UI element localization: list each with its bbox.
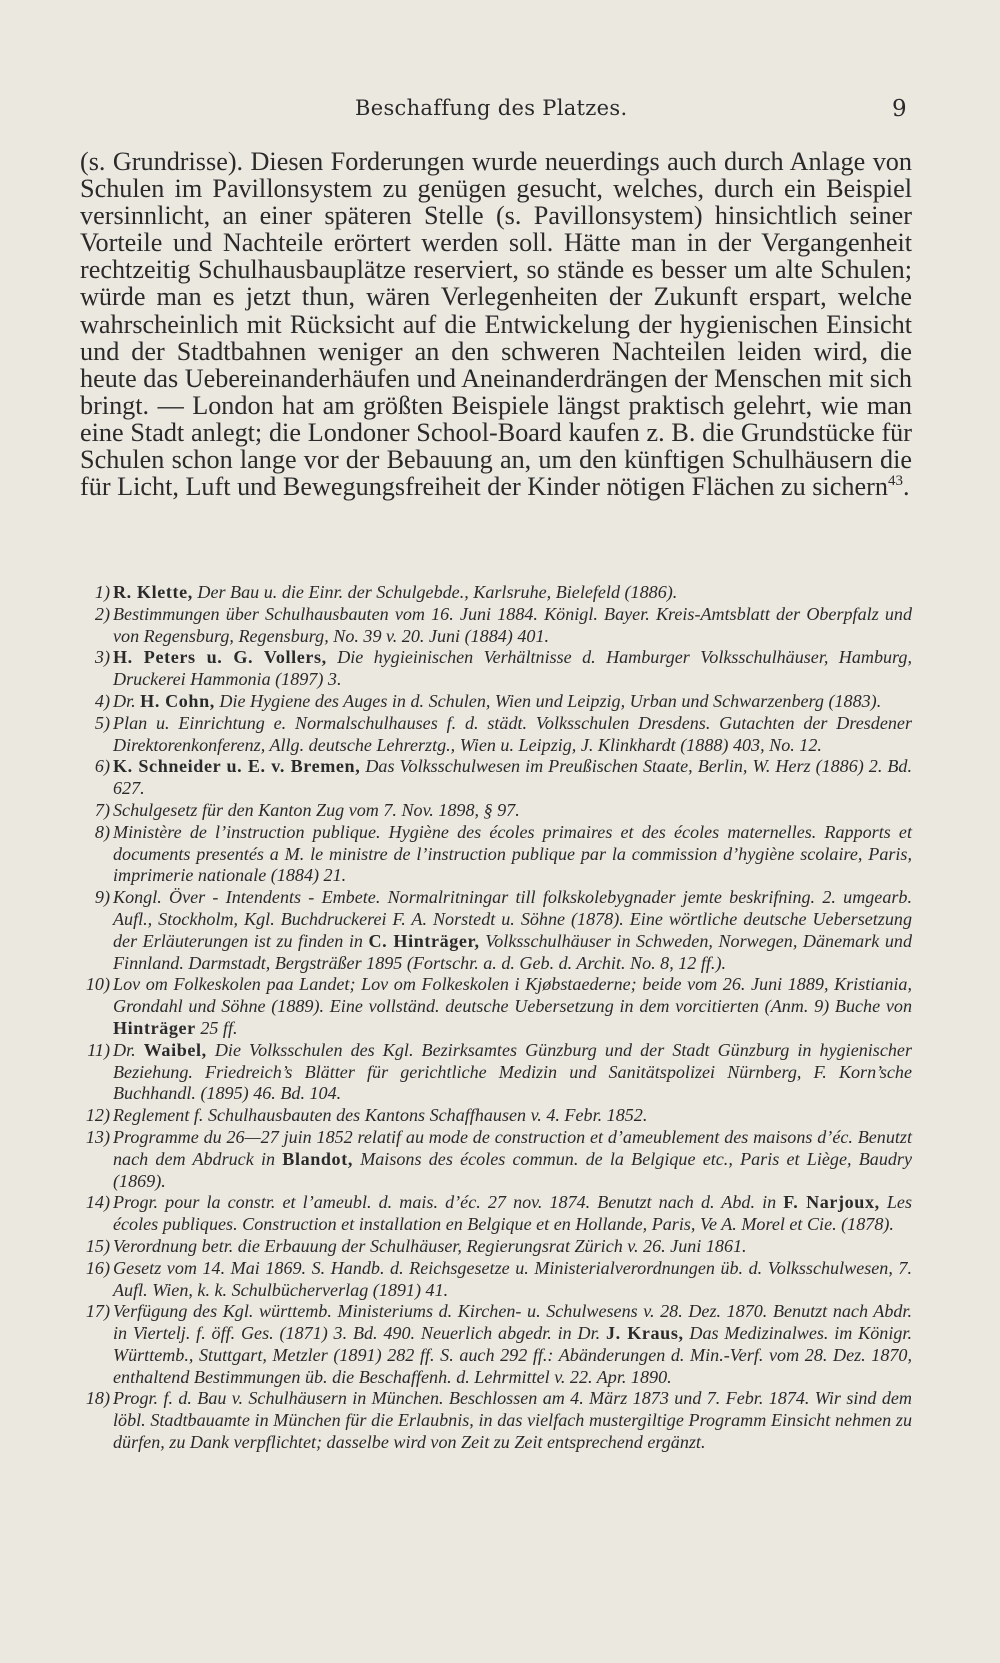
footnote-author: J. Kraus, <box>606 1323 684 1344</box>
footnote-14 <box>80 1192 912 1236</box>
footnote-number: 18) <box>85 1388 110 1409</box>
footnote-text: Gesetz vom 14. Mai 1869. S. Handb. d. Reichsgesetze u. Ministerialverordnungen üb. d. Volksschulwesen, 7. Aufl. Wien, k. k. Schulbücherverlag (1891) 41. <box>113 1257 912 1300</box>
footnote-18 <box>80 1388 912 1453</box>
page-header-title: Beschaffung des Platzes. <box>355 96 628 120</box>
footnote-text: Der Bau u. die Einr. der Schulgebde., Karlsruhe, Bielefeld (1886). <box>197 582 678 602</box>
footnote-text: Plan u. Einrichtung e. Normalschulhauses f. d. städt. Volksschulen Dresdens. Gutachten der Dresdener Direktorenkonferenz, Allg. deutsche Lehrerztg., Wien u. Leipzig, J. Klinkhardt (1888) 403, No. 12. <box>113 712 912 755</box>
footnote-text: Die hygieinischen Verhältnisse d. Hamburger Volksschulhäuser, Hamburg, Druckerei Hammonia (1897) 3. <box>113 647 912 690</box>
footnote-number: 10) <box>85 974 110 995</box>
footnote-text: Schulgesetz für den Kanton Zug vom 7. Nov. 1898, § 97. <box>113 799 520 820</box>
footnote-author: H. Cohn, <box>140 690 215 711</box>
footnote-number: 14) <box>85 1192 110 1213</box>
footnote-prefix: Dr. <box>113 690 136 711</box>
footnote-author: Waibel, <box>143 1039 207 1060</box>
footnote-number: 8) <box>94 821 110 842</box>
footnote-text: Lov om Folkeskolen paa Landet; Lov om Folkeskolen i Kjøbstaederne; beide vom 26. Juni 1889, Kristiania, Grondahl und Söhne (1889). Eine vollständ. deutsche Uebersetzung in dem vorcitierten (Anm. 9) Buche von <box>113 974 912 1017</box>
footnote-prefix: Dr. <box>113 1039 136 1060</box>
footnote-17 <box>80 1301 912 1388</box>
footnote-7 <box>80 800 912 822</box>
body-paragraph-end: . <box>902 472 910 502</box>
footnote-number: 12) <box>85 1105 110 1126</box>
footnote-11 <box>80 1040 912 1105</box>
footnote-text: Programme du 26—27 juin 1852 relatif au mode de construction et d’ameublement des maisons d’éc. Benutzt nach dem Abdruck in <box>113 1126 912 1169</box>
footnote-number: 16) <box>85 1257 110 1278</box>
footnote-author: R. Klette, <box>113 582 193 602</box>
footnote-number: 15) <box>85 1235 110 1256</box>
footnote-9 <box>80 887 912 974</box>
footnote-number: 11) <box>87 1039 110 1060</box>
footnote-author: C. Hinträger, <box>368 930 480 951</box>
footnote-number: 6) <box>94 756 110 777</box>
footnote-number: 3) <box>94 647 110 668</box>
footnote-10 <box>80 974 912 1039</box>
footnote-2 <box>80 604 912 648</box>
footnote-15 <box>80 1236 912 1258</box>
footnote-number: 13) <box>85 1126 110 1147</box>
footnote-16 <box>80 1258 912 1302</box>
footnote-3 <box>80 647 912 691</box>
page-number: 9 <box>892 96 907 122</box>
footnote-text-continued: 25 ff. <box>200 1017 238 1038</box>
footnote-8 <box>80 822 912 887</box>
footnote-author: F. Narjoux, <box>783 1192 880 1213</box>
footnote-6 <box>80 756 912 800</box>
footnote-number: 7) <box>94 799 110 820</box>
footnotes-list <box>80 582 912 1454</box>
footnote-text: Progr. pour la constr. et l’ameubl. d. mais. d’éc. 27 nov. 1874. Benutzt nach d. Abd. in <box>113 1192 777 1213</box>
footnote-number: 1) <box>94 582 110 602</box>
footnote-text-continued: Les écoles publiques. Construction et installation en Belgique et en Hollande, Paris, Ve A. Morel et Cie. (1878). <box>113 1192 912 1235</box>
footnote-text-continued: Maisons des écoles commun. de la Belgique etc., Paris et Liège, Baudry (1869). <box>113 1148 912 1191</box>
footnote-author: Hinträger <box>113 1017 196 1038</box>
footnote-text: Die Volksschulen des Kgl. Bezirksamtes Günzburg und der Stadt Günzburg in hygienischer Beziehung. Friedreich’s Blätter für gerichtliche Medizin und Sanitätspolizei Nürnberg, F. Korn’sche Buchhandl. (1895) 46. Bd. 104. <box>113 1039 913 1104</box>
footnote-author: Blandot, <box>282 1148 353 1169</box>
footnote-text: Bestimmungen über Schulhausbauten vom 16. Juni 1884. Königl. Bayer. Kreis-Amtsblatt der Oberpfalz und von Regensburg, Regensburg, No. 39 v. 20. Juni (1884) 401. <box>113 603 912 646</box>
footnote-text-continued: Volksschulhäuser in Schweden, Norwegen, Dänemark und Finnland. Darmstadt, Bergsträßer 1895 (Fortschr. a. d. Geb. d. Archit. No. 8, 12 ff.). <box>113 930 912 973</box>
footnote-text: Kongl. Över - Intendents - Embete. Normalritningar till folkskolebygnader jemte beskrifning. 2. umgearb. Aufl., Stockholm, Kgl. Buchdruckerei F. A. Norstedt u. Söhne (1878). Eine wörtliche deutsche Uebersetzung der Erläuterungen ist zu finden in <box>113 887 912 951</box>
footnote-text: Verordnung betr. die Erbauung der Schulhäuser, Regierungsrat Zürich v. 26. Juni 1861. <box>113 1235 747 1256</box>
footnote-1 <box>80 582 912 604</box>
footnote-text: Ministère de l’instruction publique. Hygiène des écoles primaires et des écoles maternelles. Rapports et documents presentés a M. le ministre de l’instruction publique par la commission d’hygiène scolaire, Paris, imprimerie nationale (1884) 21. <box>113 821 912 886</box>
footnote-text: Verfügung des Kgl. württemb. Ministeriums d. Kirchen- u. Schulwesens v. 28. Dez. 1870. Benutzt nach Abdr. in Viertelj. f. öff. Ges. (1871) 3. Bd. 490. Neuerlich abgedr. in Dr. <box>113 1301 912 1344</box>
footnote-text: Die Hygiene des Auges in d. Schulen, Wien und Leipzig, Urban und Schwarzenberg (1883). <box>219 690 882 711</box>
footnote-number: 9) <box>94 887 110 908</box>
body-paragraph-text: (s. Grundrisse). Diesen Forderungen wurde neuerdings auch durch Anlage von Schulen im Pavillonsystem zu genügen gesucht, welches, durch ein Beispiel versinnlicht, an einer späteren Stelle (s. Pavillonsystem) hinsichtlich seiner Vorteile und Nachteile erörtert werden soll. Hätte man in der Vergangenheit rechtzeitig Schulhausbauplätze reserviert, so stände es besser um alte Schulen; würde man es jetzt thun, wären Verlegenheiten der Zukunft erspart, welche wahrscheinlich mit Rücksicht auf die Entwickelung der hygienischen Einsicht und der Stadtbahnen weniger an den schweren Nachteilen leiden wird, die heute das Uebereinanderhäufen und Aneinanderdrängen der Menschen mit sich bringt. — London hat am größten Beispiele längst praktisch gelehrt, wie man eine Stadt anlegt; die Londoner School-Board kaufen z. B. die Grundstücke für Schulen schon lange vor der Bebauung an, um den künftigen Schulhäusern die für Licht, Luft und Bewegungsfreiheit der Kinder nötigen Flächen zu sichern <box>80 147 912 502</box>
body-paragraph <box>80 148 912 500</box>
footnote-text: Das Volksschulwesen im Preußischen Staate, Berlin, W. Herz (1886) 2. Bd. 627. <box>113 756 912 799</box>
footnote-number: 17) <box>85 1301 110 1322</box>
footnote-12 <box>80 1105 912 1127</box>
footnote-number: 4) <box>94 690 110 711</box>
footnote-text: Progr. f. d. Bau v. Schulhäusern in München. Beschlossen am 4. März 1873 und 7. Febr. 1874. Wir sind dem löbl. Stadtbauamte in München für die Erlaubnis, in das vielfach mustergiltige Programm Einsicht nehmen zu dürfen, zu Dank verpflichtet; dasselbe wird von Zeit zu Zeit entsprechend ergänzt. <box>113 1388 912 1453</box>
footnote-reference: 43 <box>887 473 903 490</box>
footnote-5 <box>80 713 912 757</box>
footnote-author: K. Schneider u. E. v. Bremen, <box>113 756 361 777</box>
running-header <box>0 96 1000 126</box>
footnote-4 <box>80 691 912 713</box>
footnote-text-continued: Das Medizinalwes. im Königr. Württemb., Stuttgart, Metzler (1891) 282 ff. S. auch 292 ff.: Abänderungen d. Min.-Verf. vom 28. Dez. 1870, enthaltend Bestimmungen üb. die Beschaffenh. d. Lehrmittel v. 22. Apr. 1890. <box>113 1323 912 1387</box>
footnote-13 <box>80 1127 912 1192</box>
footnote-text: Reglement f. Schulhausbauten des Kantons Schaffhausen v. 4. Febr. 1852. <box>113 1105 648 1126</box>
footnote-number: 2) <box>94 603 110 624</box>
footnote-author: H. Peters u. G. Vollers, <box>113 647 327 668</box>
footnote-number: 5) <box>94 712 110 733</box>
